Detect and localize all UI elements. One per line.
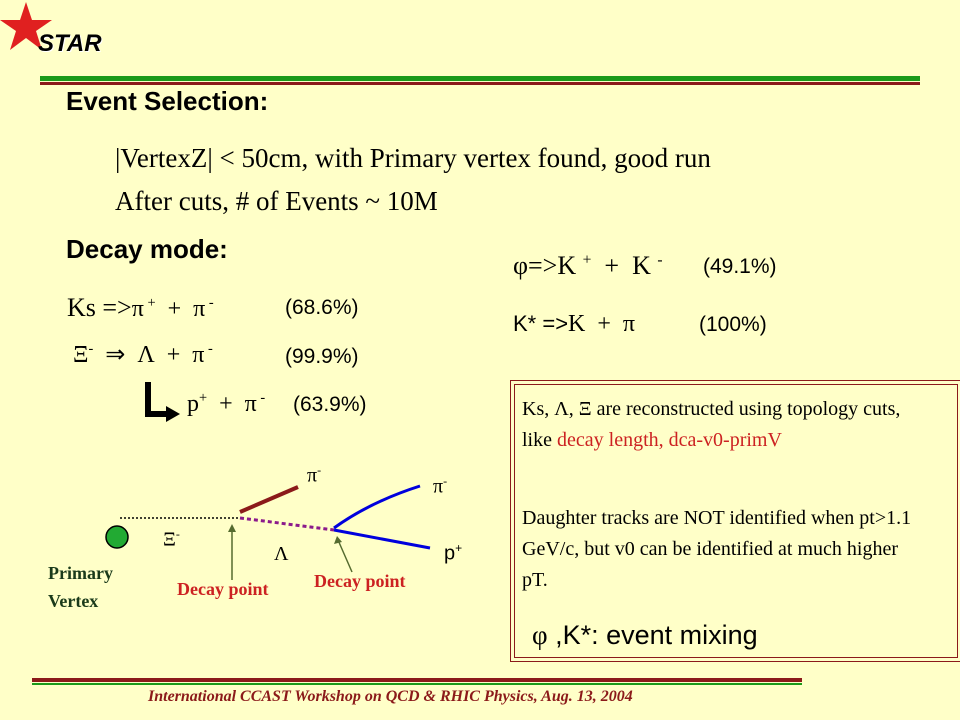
bottom-rule-red <box>32 678 802 682</box>
ks-lhs: Ks => <box>67 293 132 322</box>
star-logo-text: STAR <box>38 30 102 57</box>
phi-decay-row <box>513 251 777 281</box>
decay-mode-heading: Decay mode: <box>66 234 228 264</box>
down-right-arrow-icon <box>140 380 190 430</box>
decay-point-2-label: Decay point <box>314 571 406 591</box>
event-mixing-line <box>532 620 758 651</box>
kstar-branching-ratio: (100%) <box>699 313 767 336</box>
event-cut-line-2: After cuts, # of Events ~ 10M <box>115 186 438 216</box>
lambda-flight-path <box>240 518 334 530</box>
event-selection-heading: Event Selection: <box>66 86 269 116</box>
primary-vertex-label-line2: Vertex <box>48 591 99 611</box>
info-paragraph-topology <box>522 394 912 456</box>
top-rule-red <box>40 82 920 85</box>
phi-products: φ=>K + + K - <box>513 251 663 280</box>
top-rule-green <box>40 76 920 81</box>
info-paragraph-daughter-tracks: Daughter tracks are NOT identified when pt>1.1 GeV/c, but v0 can be identified at much higher pT. <box>522 507 912 591</box>
xi-decay-row <box>67 340 359 369</box>
lambda-daughter-proton-track <box>334 530 430 548</box>
decay-point-1-label: Decay point <box>177 579 269 599</box>
event-mixing-text: ,K*: event mixing <box>555 620 758 650</box>
decay-point-2-arrowhead <box>334 536 342 544</box>
kstar-decay-row <box>513 310 767 338</box>
info-topology-cuts-highlight: decay length, dca-v0-primV <box>557 429 782 451</box>
info-topology-text: Ks, Λ, Ξ are reconstructed using topology cuts, like <box>522 398 901 451</box>
kstar-lhs: K* => <box>513 311 569 336</box>
xi-daughter-pion-track <box>240 487 298 512</box>
decay-point-2-arrow <box>338 540 352 572</box>
phi-branching-ratio: (49.1%) <box>703 255 777 278</box>
ks-products: π + + π - <box>131 295 214 322</box>
bottom-rule-green <box>32 683 802 685</box>
lambda-pion-label: π- <box>433 474 448 498</box>
decay-point-1-arrowhead <box>228 524 236 532</box>
lambda-products: p+ + π - <box>187 390 266 417</box>
xi-pion-label: π- <box>307 463 322 487</box>
lambda-branching-ratio: (63.9%) <box>293 393 367 416</box>
lambda-label: Λ <box>274 543 289 565</box>
primary-vertex-label-line1: Primary <box>48 563 113 583</box>
lambda-decay-row <box>187 390 367 418</box>
xi-branching-ratio: (99.9%) <box>285 345 359 368</box>
ks-branching-ratio: (68.6%) <box>285 296 359 319</box>
event-cut-line-1: |VertexZ| < 50cm, with Primary vertex found, good run <box>115 143 711 173</box>
ks-decay-row <box>67 293 359 323</box>
kstar-products: K + π <box>568 311 636 337</box>
primary-vertex-icon <box>106 526 128 548</box>
xi-products: Ξ- ⇒ Λ + π - <box>67 341 213 368</box>
phi-symbol: φ <box>532 620 548 650</box>
footer-text: International CCAST Workshop on QCD & RHIC Physics, Aug. 13, 2004 <box>148 688 633 705</box>
lambda-daughter-pion-track <box>334 486 420 528</box>
proton-label: p+ <box>444 541 463 565</box>
xi-label: Ξ- <box>163 527 180 551</box>
